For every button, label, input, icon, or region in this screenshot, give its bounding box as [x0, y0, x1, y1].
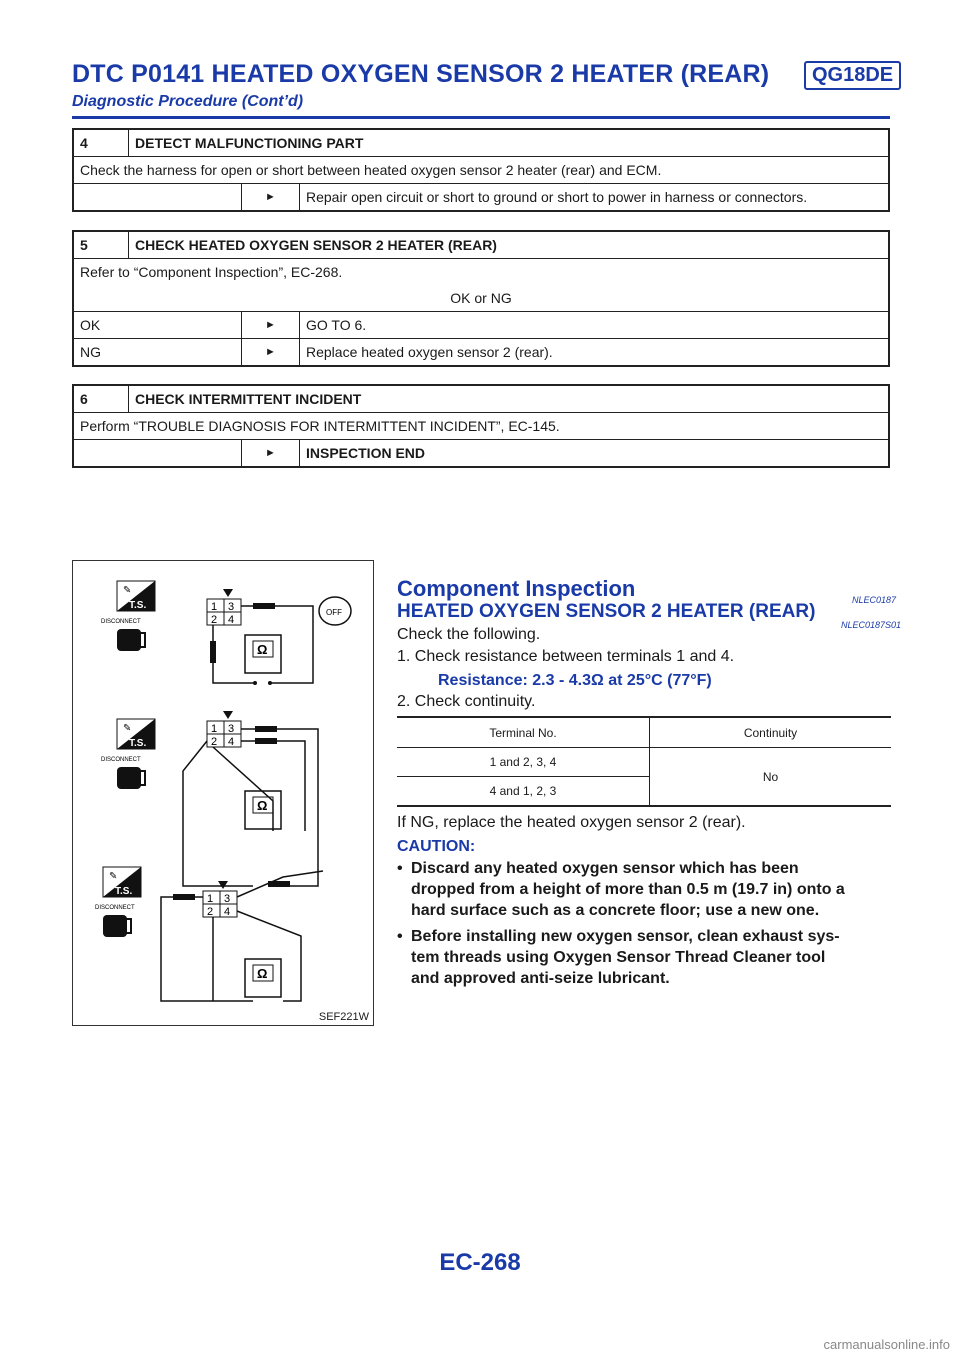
connector-icon	[207, 589, 241, 626]
step-6-number: 6	[74, 386, 129, 412]
table-row: 1 and 2, 3, 4	[397, 748, 650, 777]
svg-text:3: 3	[228, 601, 235, 613]
step-4-label	[73, 184, 242, 212]
page-number: EC-268	[439, 1249, 521, 1276]
svg-text:4: 4	[228, 614, 235, 626]
section-title: Component Inspection	[397, 576, 636, 601]
step-5-number: 5	[74, 232, 129, 258]
watermark: carmanualsonline.info	[823, 1337, 950, 1352]
svg-text:✎: ✎	[123, 723, 132, 734]
circuit-diagram	[73, 561, 373, 1025]
disconnect-label: DISCONNECT	[101, 619, 141, 625]
step-5-text: Refer to “Component Inspection”, EC-268.	[80, 264, 343, 280]
step-5-body	[73, 259, 889, 312]
step-6-label	[73, 440, 242, 468]
caution-bullet-2: • Before installing new oxygen sensor, clean exhaust sys- tem threads using Oxygen Sensor Thread Cleaner tool and approved anti-seize lubricant.	[397, 928, 840, 987]
svg-text:Ω: Ω	[257, 642, 268, 657]
svg-text:Ω: Ω	[257, 966, 268, 981]
svg-text:Ω: Ω	[257, 798, 268, 813]
svg-text:T.S.: T.S.	[129, 738, 147, 749]
step-5-result-ng: Replace heated oxygen sensor 2 (rear).	[300, 339, 890, 367]
ohmmeter-icon	[245, 959, 281, 997]
caution-bullet-1: • Discard any heated oxygen sensor which has been dropped from a height of more than 0.5 m (19.7 in) onto a hard surface such as a concrete floor; use a new one.	[397, 860, 845, 919]
ts-icon	[117, 581, 155, 611]
step-1-text: 1. Check resistance between terminals 1 and 4.	[397, 648, 735, 665]
ohmmeter-icon	[245, 635, 281, 685]
section-code: NLEC0187	[852, 595, 897, 605]
svg-text:DISCONNECT: DISCONNECT	[101, 757, 141, 763]
inspection-figure	[72, 560, 374, 1026]
header-rule	[72, 116, 890, 119]
disconnect-connector-icon	[117, 767, 145, 789]
ts-label: T.S.	[129, 600, 147, 611]
bullet-icon: •	[397, 860, 403, 877]
continuity-table	[397, 716, 891, 807]
ts-icon	[103, 867, 141, 897]
svg-text:1: 1	[211, 723, 218, 735]
intro-text: Check the following.	[397, 626, 541, 643]
arrow-icon: ►	[242, 312, 300, 339]
svg-text:✎: ✎	[123, 585, 132, 596]
step-6-text: Perform “TROUBLE DIAGNOSIS FOR INTERMITTENT INCIDENT”, EC-145.	[73, 413, 889, 440]
continuity-value: No	[650, 748, 892, 807]
disconnect-connector-icon	[103, 915, 131, 937]
step-6-title: CHECK INTERMITTENT INCIDENT	[135, 391, 362, 407]
svg-text:1: 1	[207, 893, 214, 905]
page-subtitle: Diagnostic Procedure (Cont’d)	[72, 93, 304, 110]
svg-text:2: 2	[207, 906, 214, 918]
step-4-header	[73, 129, 889, 157]
table-row: 4 and 1, 2, 3	[397, 777, 650, 807]
step-5-label-ng: NG	[73, 339, 242, 367]
arrow-icon: ►	[242, 440, 300, 468]
svg-text:3: 3	[224, 893, 231, 905]
step-6-header	[73, 385, 889, 413]
ignition-off-icon	[319, 597, 351, 625]
step-4-result: Repair open circuit or short to ground or short to power in harness or connectors.	[300, 184, 890, 212]
svg-text:3: 3	[228, 723, 235, 735]
connector-icon	[207, 711, 241, 748]
bullet-icon: •	[397, 928, 403, 945]
panel-2	[101, 711, 318, 886]
svg-text:1: 1	[211, 601, 218, 613]
col-continuity-header: Continuity	[650, 717, 892, 748]
disconnect-connector-icon	[117, 629, 145, 651]
step-4-table	[72, 128, 890, 212]
step-2-text: 2. Check continuity.	[397, 693, 536, 710]
step-5-label-ok: OK	[73, 312, 242, 339]
svg-text:DISCONNECT: DISCONNECT	[95, 905, 135, 911]
engine-badge: QG18DE	[804, 61, 901, 90]
step-5-result-ok: GO TO 6.	[300, 312, 890, 339]
step-5-title: CHECK HEATED OXYGEN SENSOR 2 HEATER (REAR)	[135, 237, 497, 253]
svg-text:T.S.: T.S.	[115, 886, 133, 897]
step-5-table	[72, 230, 890, 367]
caution-label: CAUTION:	[397, 838, 476, 855]
ohmmeter-icon	[245, 791, 281, 829]
panel-3	[95, 867, 323, 1001]
section-subtitle: HEATED OXYGEN SENSOR 2 HEATER (REAR)	[397, 601, 816, 622]
step-4-number: 4	[74, 130, 129, 156]
step-6-result: INSPECTION END	[300, 440, 890, 468]
step-5-header	[73, 231, 889, 259]
arrow-icon: ►	[242, 184, 300, 212]
resistance-spec: Resistance: 2.3 - 4.3Ω at 25°C (77°F)	[438, 672, 712, 689]
svg-text:4: 4	[228, 736, 235, 748]
col-terminal-header: Terminal No.	[397, 717, 650, 748]
page-title: DTC P0141 HEATED OXYGEN SENSOR 2 HEATER (REAR)	[72, 60, 770, 88]
svg-text:✎: ✎	[109, 871, 118, 882]
step-4-title: DETECT MALFUNCTIONING PART	[135, 135, 364, 151]
svg-text:2: 2	[211, 614, 218, 626]
subsection-code: NLEC0187S01	[841, 620, 902, 630]
step-6-table	[72, 384, 890, 468]
arrow-icon: ►	[242, 339, 300, 367]
ng-text: If NG, replace the heated oxygen sensor 2 (rear).	[397, 814, 746, 831]
svg-text:OFF: OFF	[326, 608, 342, 617]
ts-icon	[117, 719, 155, 749]
figure-caption: SEF221W	[318, 1011, 369, 1023]
svg-text:4: 4	[224, 906, 231, 918]
step-4-text: Check the harness for open or short between heated oxygen sensor 2 heater (rear) and ECM.	[73, 157, 889, 184]
panel-1	[101, 581, 351, 685]
step-5-question: OK or NG	[450, 290, 512, 306]
svg-text:2: 2	[211, 736, 218, 748]
